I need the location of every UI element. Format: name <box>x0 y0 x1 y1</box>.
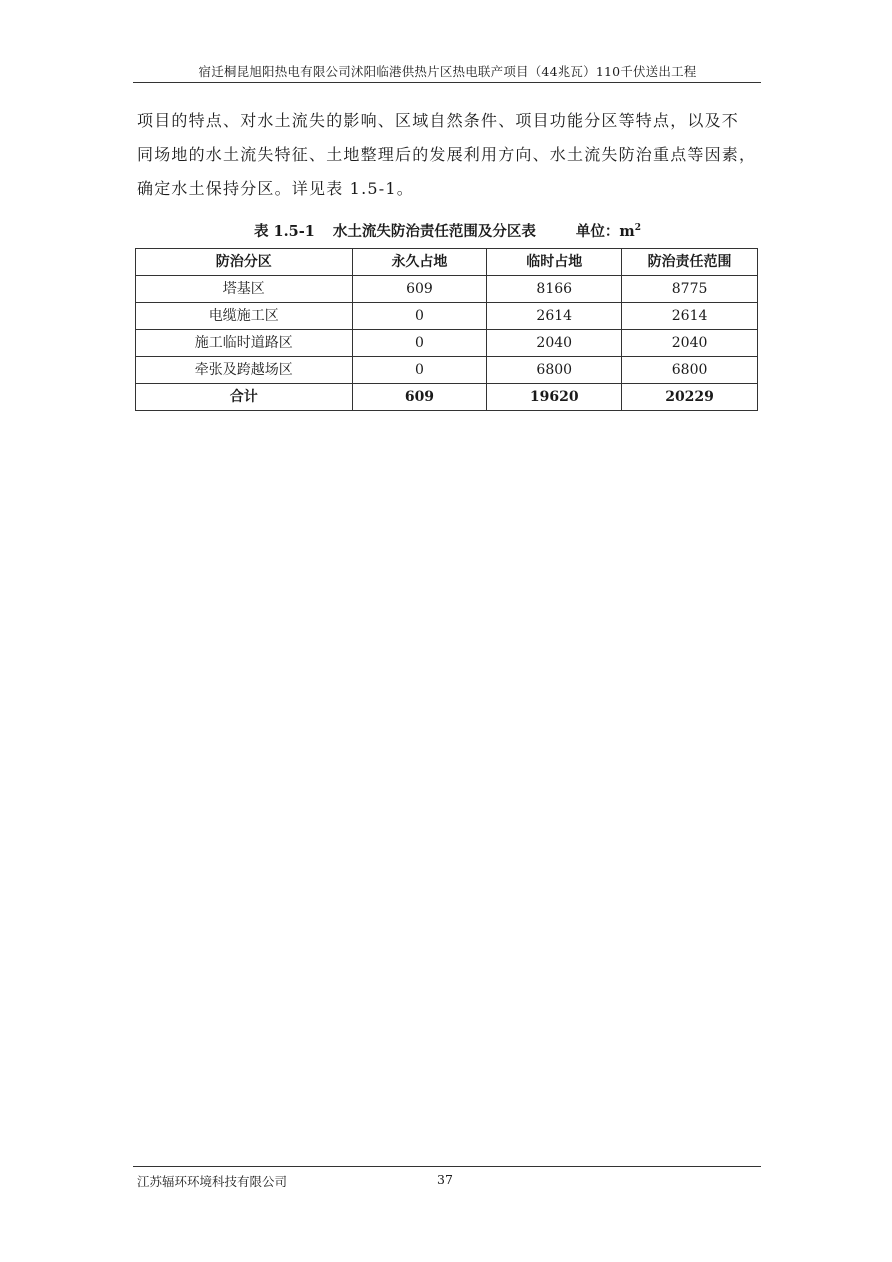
table-row <box>136 303 758 330</box>
cell-permanent-land: 0 <box>352 357 487 384</box>
header-cell-temporary-land: 临时占地 <box>487 249 622 276</box>
total-cell-permanent-land: 609 <box>352 384 487 411</box>
table-caption <box>135 220 760 241</box>
cell-zone: 施工临时道路区 <box>136 330 353 357</box>
header-cell-permanent-land: 永久占地 <box>352 249 487 276</box>
cell-zone: 牵张及跨越场区 <box>136 357 353 384</box>
body-line-1: 项目的特点、对水土流失的影响、区域自然条件、项目功能分区等特点，以及不 <box>137 111 740 130</box>
footer-divider <box>133 1166 761 1167</box>
total-cell-temporary-land: 19620 <box>487 384 622 411</box>
table-total-row <box>136 384 758 411</box>
cell-responsibility-scope: 6800 <box>622 357 758 384</box>
table-header-row <box>136 249 758 276</box>
table-caption-unit: 单位：m <box>575 223 635 240</box>
page-header-title: 宿迁桐昆旭阳热电有限公司沭阳临港供热片区热电联产项目（44兆瓦）110千伏送出工程 <box>198 64 697 79</box>
cell-permanent-land: 609 <box>352 276 487 303</box>
cell-zone: 塔基区 <box>136 276 353 303</box>
body-paragraph <box>137 104 759 206</box>
cell-permanent-land: 0 <box>352 303 487 330</box>
header-divider <box>133 82 761 83</box>
cell-responsibility-scope: 8775 <box>622 276 758 303</box>
body-line-3: 确定水土保持分区。详见表 1.5-1。 <box>137 179 414 198</box>
table-row <box>136 357 758 384</box>
cell-temporary-land: 8166 <box>487 276 622 303</box>
cell-temporary-land: 2040 <box>487 330 622 357</box>
table-row <box>136 276 758 303</box>
table-caption-title: 水土流失防治责任范围及分区表 <box>332 223 536 240</box>
cell-zone: 电缆施工区 <box>136 303 353 330</box>
footer-page-number: 37 <box>437 1172 453 1187</box>
footer-company-name: 江苏辐环环境科技有限公司 <box>137 1174 288 1189</box>
cell-responsibility-scope: 2040 <box>622 330 758 357</box>
cell-temporary-land: 6800 <box>487 357 622 384</box>
cell-temporary-land: 2614 <box>487 303 622 330</box>
header-cell-zone: 防治分区 <box>136 249 353 276</box>
table-caption-unit-superscript: 2 <box>634 223 641 234</box>
table-caption-number: 表 1.5-1 <box>254 223 315 240</box>
header-cell-responsibility-scope: 防治责任范围 <box>622 249 758 276</box>
responsibility-scope-table <box>135 248 758 411</box>
cell-responsibility-scope: 2614 <box>622 303 758 330</box>
total-cell-label: 合计 <box>136 384 353 411</box>
cell-permanent-land: 0 <box>352 330 487 357</box>
total-cell-responsibility-scope: 20229 <box>622 384 758 411</box>
table-row <box>136 330 758 357</box>
body-line-2: 同场地的水土流失特征、土地整理后的发展利用方向、水土流失防治重点等因素， <box>137 145 757 164</box>
